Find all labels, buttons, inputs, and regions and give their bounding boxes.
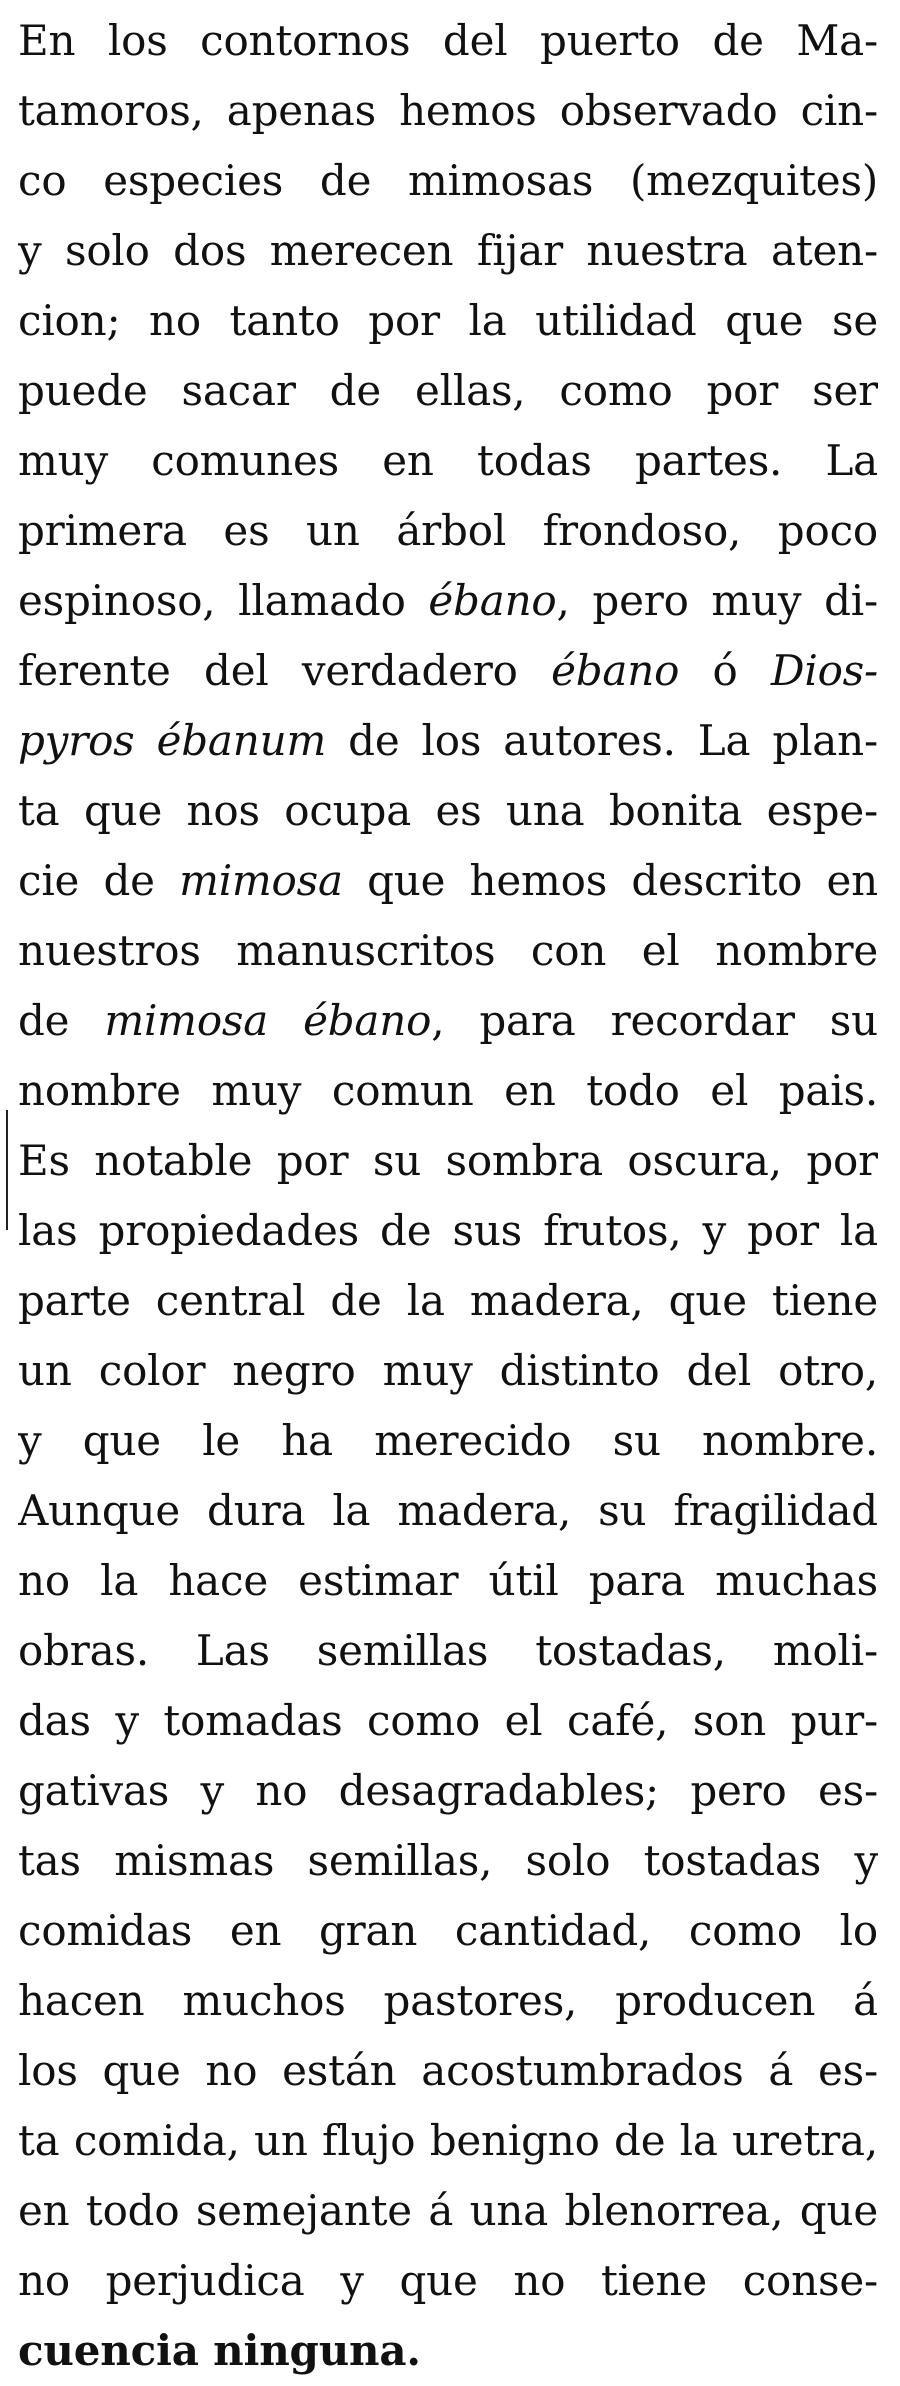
italic-term: mimosa ébano (104, 996, 432, 1045)
text-line (18, 1266, 878, 1336)
text-line (18, 846, 878, 916)
text-line (18, 426, 878, 496)
text-segment: en todo semejante á una blenorrea, que (18, 2186, 878, 2235)
text-line (18, 2316, 878, 2386)
text-line (18, 1196, 878, 1266)
text-segment: y que le ha merecido su nombre. (18, 1416, 878, 1465)
text-segment: cion; no tanto por la utilidad que se (18, 296, 878, 345)
text-line (18, 1756, 878, 1826)
text-segment: hacen muchos pastores, producen á (18, 1976, 878, 2025)
margin-rule (6, 1110, 8, 1230)
text-segment: , para recordar su (431, 996, 878, 1045)
text-segment: Aunque dura la madera, su fragilidad (18, 1486, 878, 1535)
text-segment: no perjudica y que no tiene conse- (18, 2256, 878, 2305)
paragraph (18, 6, 878, 2386)
text-segment: comidas en gran cantidad, como lo (18, 1906, 878, 1955)
text-line (18, 1406, 878, 1476)
text-line (18, 566, 878, 636)
text-segment: das y tomadas como el café, son pur- (18, 1696, 878, 1745)
italic-term: mimosa (179, 856, 343, 905)
text-line (18, 1896, 878, 1966)
text-line (18, 2106, 878, 2176)
text-segment: ferente del verdadero (18, 646, 552, 695)
text-segment: gativas y no desagradables; pero es- (18, 1766, 878, 1815)
text-segment: cuencia ninguna. (18, 2326, 421, 2375)
text-segment: cie de (18, 856, 180, 905)
text-line (18, 356, 878, 426)
text-segment: y solo dos merecen fijar nuestra aten- (18, 226, 878, 275)
text-line (18, 286, 878, 356)
text-line (18, 146, 878, 216)
text-segment: obras. Las semillas tostadas, moli- (18, 1626, 878, 1675)
text-segment: que hemos descrito en (342, 856, 878, 905)
text-line (18, 2176, 878, 2246)
text-segment: parte central de la madera, que tiene (18, 1276, 878, 1325)
text-segment: ta comida, un flujo benigno de la uretra, (18, 2116, 878, 2165)
text-segment: espinoso, llamado (18, 576, 429, 625)
text-line (18, 1476, 878, 1546)
text-line (18, 1826, 878, 1896)
text-segment: ó (679, 646, 771, 695)
italic-term: pyros ébanum (18, 716, 327, 765)
text-line (18, 1336, 878, 1406)
text-line (18, 1546, 878, 1616)
text-segment: En los contornos del puerto de Ma- (18, 16, 878, 65)
text-line (18, 776, 878, 846)
text-segment: puede sacar de ellas, como por ser (18, 366, 878, 415)
text-segment: los que no están acostumbrados á es- (18, 2046, 878, 2095)
text-line (18, 916, 878, 986)
text-line (18, 706, 878, 776)
text-line (18, 496, 878, 566)
text-line (18, 1616, 878, 1686)
text-line (18, 986, 878, 1056)
text-segment: un color negro muy distinto del otro, (18, 1346, 878, 1395)
text-line (18, 216, 878, 286)
text-segment: muy comunes en todas partes. La (18, 436, 878, 485)
text-segment: nuestros manuscritos con el nombre (18, 926, 878, 975)
italic-term: ébano (428, 576, 557, 625)
text-segment: nombre muy comun en todo el pais. (18, 1066, 878, 1115)
text-segment: tamoros, apenas hemos observado cin- (18, 86, 878, 135)
text-segment: tas mismas semillas, solo tostadas y (18, 1836, 878, 1885)
text-segment: de los autores. La plan- (326, 716, 878, 765)
text-line (18, 6, 878, 76)
text-line (18, 1056, 878, 1126)
text-segment: de (18, 996, 105, 1045)
text-segment: , pero muy di- (556, 576, 878, 625)
text-segment: primera es un árbol frondoso, poco (18, 506, 878, 555)
text-line (18, 2246, 878, 2316)
text-segment: ta que nos ocupa es una bonita espe- (18, 786, 878, 835)
italic-term: ébano (551, 646, 680, 695)
text-line (18, 1966, 878, 2036)
text-segment: Es notable por su sombra oscura, por (18, 1136, 878, 1185)
text-line (18, 636, 878, 706)
text-line (18, 76, 878, 146)
italic-term: Dios- (770, 646, 878, 695)
text-line (18, 1686, 878, 1756)
text-segment: las propiedades de sus frutos, y por la (18, 1206, 878, 1255)
text-segment: no la hace estimar útil para muchas (18, 1556, 878, 1605)
text-segment: co especies de mimosas (mezquites) (18, 156, 878, 205)
text-line (18, 1126, 878, 1196)
text-line (18, 2036, 878, 2106)
